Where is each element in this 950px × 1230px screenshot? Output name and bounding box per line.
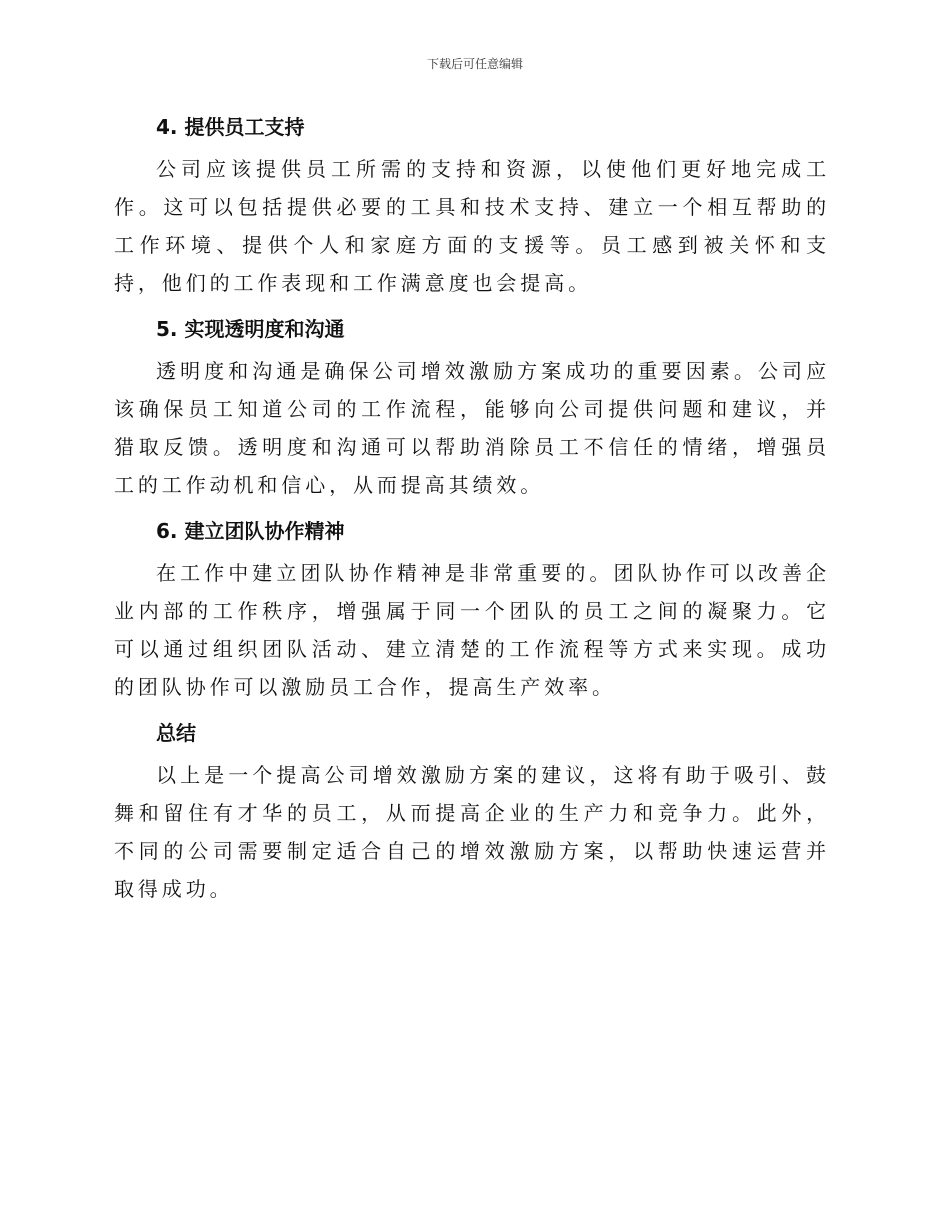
- section-heading-support: 4. 提供员工支持: [156, 115, 305, 139]
- section-paragraph-summary: 以上是一个提高公司增效激励方案的建议，这将有助于吸引、鼓舞和留住有才华的员工，从而提高企业的生产力和竞争力。此外，不同的公司需要制定适合自己的增效激励方案，以帮助快速运营并取得成功。: [114, 763, 830, 901]
- section-paragraph-transparency: 透明度和沟通是确保公司增效激励方案成功的重要因素。公司应该确保员工知道公司的工作流程，能够向公司提供问题和建议，并猎取反馈。透明度和沟通可以帮助消除员工不信任的情绪，增强员工的工作动机和信心，从而提高其绩效。: [114, 359, 830, 497]
- section-heading-transparency: 5. 实现透明度和沟通: [156, 317, 345, 341]
- section-heading-teamwork: 6. 建立团队协作精神: [156, 519, 345, 543]
- document-body: [114, 108, 830, 916]
- section-paragraph-support: 公司应该提供员工所需的支持和资源，以使他们更好地完成工作。这可以包括提供必要的工具和技术支持、建立一个相互帮助的工作环境、提供个人和家庭方面的支援等。员工感到被关怀和支持，他们的工作表现和工作满意度也会提高。: [114, 157, 830, 295]
- section-paragraph-teamwork: 在工作中建立团队协作精神是非常重要的。团队协作可以改善企业内部的工作秩序，增强属于同一个团队的员工之间的凝聚力。它可以通过组织团队活动、建立清楚的工作流程等方式来实现。成功的团队协作可以激励员工合作，提高生产效率。: [114, 561, 830, 699]
- header-note: 下载后可任意编辑: [426, 57, 523, 71]
- section-heading-summary: 总结: [156, 721, 196, 745]
